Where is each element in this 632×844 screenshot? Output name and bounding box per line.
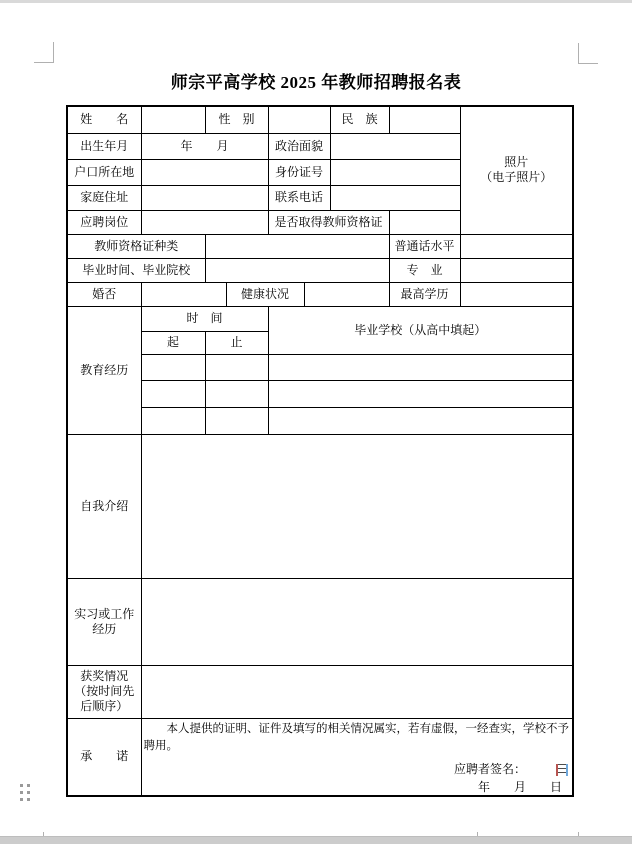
applicant-signature-label: 应聘者签名： — [454, 761, 527, 776]
intro-section-label: 自我介绍 — [67, 434, 141, 578]
crop-mark-top-right-icon — [578, 43, 598, 64]
application-form-table — [66, 105, 574, 797]
education-row — [67, 380, 573, 407]
position-label: 应聘岗位 — [67, 210, 141, 234]
edu-end-cell[interactable] — [205, 380, 268, 407]
politics-label: 政治面貌 — [268, 133, 330, 159]
ethnic-value-cell[interactable] — [389, 106, 460, 133]
education-time-header: 时 间 — [141, 306, 268, 331]
window-top-edge — [0, 0, 632, 3]
dot-grid-icon — [20, 784, 31, 802]
ethnic-label: 民 族 — [330, 106, 389, 133]
work-section-label: 实习或工作经历 — [67, 578, 141, 665]
award-section-label: 获奖情况（按时间先后顺序） — [67, 665, 141, 718]
award-content-cell[interactable] — [141, 665, 573, 718]
major-label: 专 业 — [389, 258, 460, 282]
address-value-cell[interactable] — [141, 185, 268, 210]
mandarin-value-cell[interactable] — [460, 234, 573, 258]
education-to-header: 止 — [205, 331, 268, 354]
cert-obtained-value-cell[interactable] — [389, 210, 460, 234]
birth-label: 出生年月 — [67, 133, 141, 159]
education-from-header: 起 — [141, 331, 205, 354]
address-label: 家庭住址 — [67, 185, 141, 210]
grad-value-cell[interactable] — [205, 258, 389, 282]
edu-start-cell[interactable] — [141, 380, 205, 407]
promise-section-label: 承 诺 — [67, 718, 141, 796]
table-resize-handle-icon[interactable] — [556, 764, 568, 776]
education-school-header: 毕业学校（从高中填起） — [268, 306, 573, 354]
education-row — [67, 407, 573, 434]
cert-obtained-label: 是否取得教师资格证 — [268, 210, 389, 234]
photo-label-line1: 照片 — [504, 155, 529, 170]
name-value-cell[interactable] — [141, 106, 205, 133]
promise-statement: 本人提供的证明、证件及填写的相关情况属实，若有虚假，一经查实，学校不予聘用。 — [143, 722, 569, 752]
crop-mark-top-left-icon — [34, 42, 54, 63]
id-value-cell[interactable] — [330, 159, 460, 185]
intro-content-cell[interactable] — [141, 434, 573, 578]
edu-end-cell[interactable] — [205, 354, 268, 380]
photo-placeholder-cell[interactable] — [460, 106, 573, 234]
signature-date-label: 年 月 日 — [478, 779, 563, 794]
education-row — [67, 354, 573, 380]
health-label: 健康状况 — [226, 282, 304, 306]
residence-value-cell[interactable] — [141, 159, 268, 185]
id-label: 身份证号 — [268, 159, 330, 185]
cert-type-value-cell[interactable] — [205, 234, 389, 258]
edu-school-cell[interactable] — [268, 407, 573, 434]
health-value-cell[interactable] — [304, 282, 389, 306]
position-value-cell[interactable] — [141, 210, 268, 234]
residence-label: 户口所在地 — [67, 159, 141, 185]
cert-type-label: 教师资格证种类 — [67, 234, 205, 258]
work-content-cell[interactable] — [141, 578, 573, 665]
phone-value-cell[interactable] — [330, 185, 460, 210]
promise-content-cell[interactable] — [141, 718, 573, 796]
edu-school-cell[interactable] — [268, 380, 573, 407]
edu-school-cell[interactable] — [268, 354, 573, 380]
degree-value-cell[interactable] — [460, 282, 573, 306]
birth-value-cell[interactable]: 年 月 — [141, 133, 268, 159]
politics-value-cell[interactable] — [330, 133, 460, 159]
marriage-label: 婚否 — [67, 282, 141, 306]
mandarin-label: 普通话水平 — [389, 234, 460, 258]
edu-start-cell[interactable] — [141, 407, 205, 434]
grad-label: 毕业时间、毕业院校 — [67, 258, 205, 282]
education-section-label: 教育经历 — [67, 306, 141, 434]
major-value-cell[interactable] — [460, 258, 573, 282]
degree-label: 最高学历 — [389, 282, 460, 306]
gender-value-cell[interactable] — [268, 106, 330, 133]
name-label: 姓 名 — [67, 106, 141, 133]
gender-label: 性 别 — [205, 106, 268, 133]
marriage-value-cell[interactable] — [141, 282, 226, 306]
photo-label-line2: （电子照片） — [480, 170, 553, 185]
edu-end-cell[interactable] — [205, 407, 268, 434]
form-title: 师宗平高学校 2025 年教师招聘报名表 — [170, 73, 462, 92]
phone-label: 联系电话 — [268, 185, 330, 210]
edu-start-cell[interactable] — [141, 354, 205, 380]
